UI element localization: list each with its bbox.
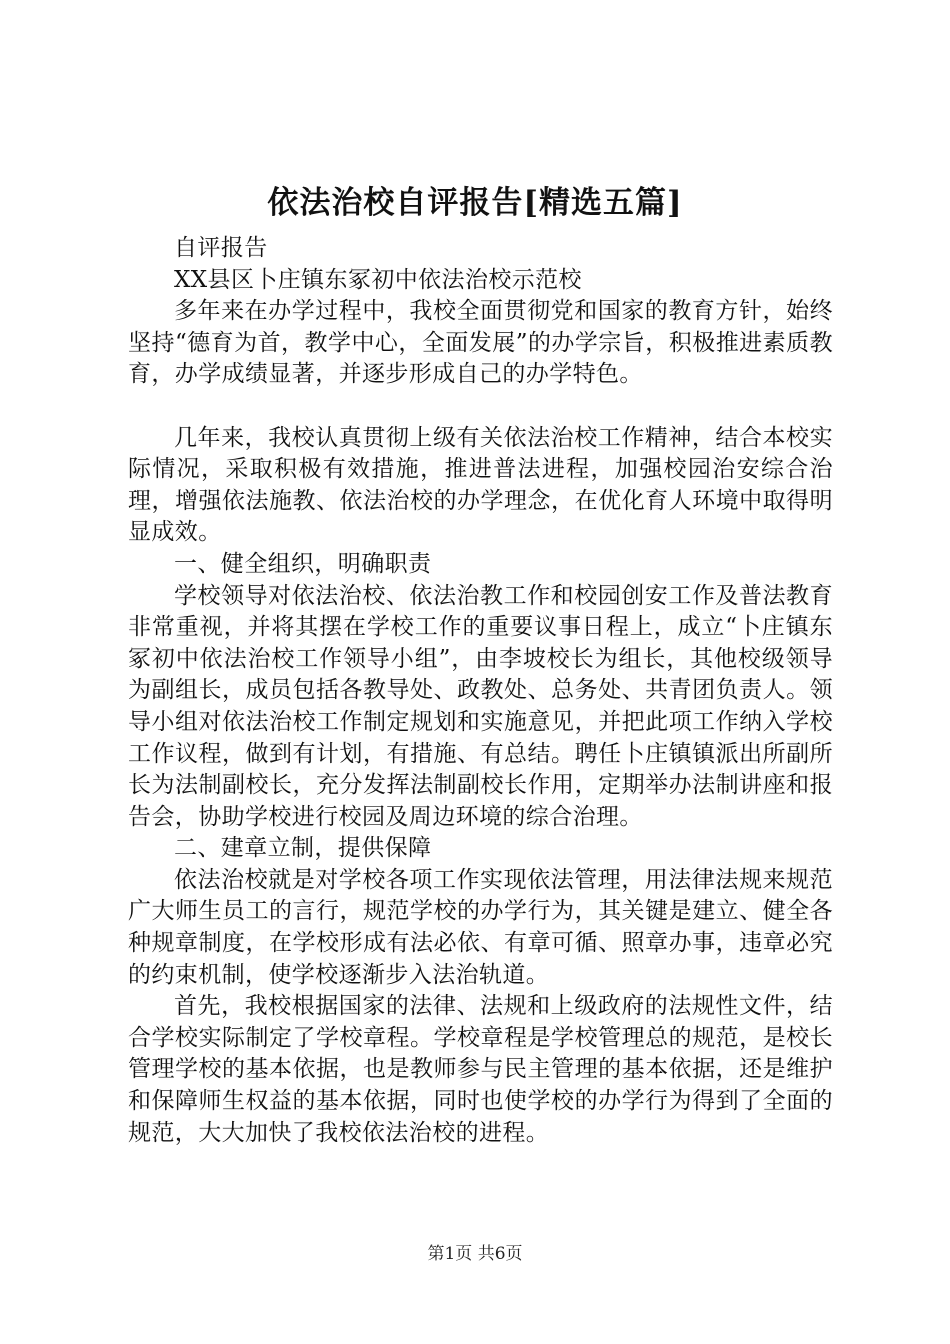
paragraph-spacer <box>128 391 833 423</box>
paragraph-school-name: XX县区卜庄镇东冢初中依法治校示范校 <box>174 266 582 293</box>
paragraph-section-2-first: 首先，我校根据国家的法律、法规和上级政府的法规性文件，结合学校实际制定了学校章程。学校章程是学校管理总的规范，是校长管理学校的基本依据，也是教师参与民主管理的基本依据，还是维护和保障师生权益的基本依据，同时也使学校的办学行为得到了全面的规范，大大加快了我校依法治校的进程。 <box>128 993 833 1146</box>
section-heading-1: 一、健全组织，明确职责 <box>174 550 432 577</box>
page-number-footer: 第1页 共6页 <box>427 1244 523 1264</box>
paragraph-section-1: 学校领导对依法治校、依法治教工作和校园创安工作及普法教育非常重视，并将其摆在学校工作的重要议事日程上，成立“卜庄镇东冢初中依法治校工作领导小组”，由李坡校长为组长，其他校级领导为副组长，成员包括各教导处、政教处、总务处、共青团负责人。领导小组对依法治校工作制定规划和实施意见，并把此项工作纳入学校工作议程，做到有计划，有措施、有总结。聘任卜庄镇镇派出所副所长为法制副校长，充分发挥法制副校长作用，定期举办法制讲座和报告会，协助学校进行校园及周边环境的综合治理。 <box>128 582 833 830</box>
paragraph-section-2: 依法治校就是对学校各项工作实现依法管理，用法律法规来规范广大师生员工的言行，规范学校的办学行为，其关键是建立、健全各种规章制度，在学校形成有法必依、有章可循、照章办事，违章必究的约束机制，使学校逐渐步入法治轨道。 <box>128 866 833 988</box>
paragraph-report-label: 自评报告 <box>174 235 268 261</box>
paragraph-summary: 几年来，我校认真贯彻上级有关依法治校工作精神，结合本校实际情况，采取积极有效措施，推进普法进程，加强校园治安综合治理，增强依法施教、依法治校的办学理念，在优化育人环境中取得明显成效。 <box>128 424 833 546</box>
section-heading-2: 二、建章立制，提供保障 <box>174 835 432 862</box>
paragraph-intro: 多年来在办学过程中，我校全面贯彻党和国家的教育方针，始终坚持“德育为首，教学中心，全面发展”的办学宗旨，积极推进素质教育，办学成绩显著，并逐步形成自己的办学特色。 <box>128 298 833 388</box>
document-body <box>128 233 833 1149</box>
document-title: 依法治校自评报告[精选五篇] <box>267 185 683 221</box>
